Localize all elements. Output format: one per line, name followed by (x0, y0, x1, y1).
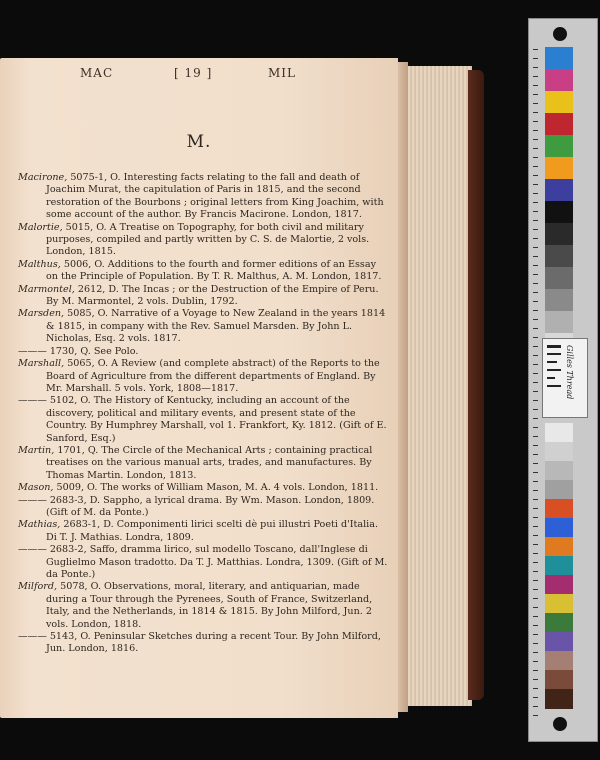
ruler-tick (533, 85, 538, 86)
catalog-entry (18, 222, 388, 259)
catalog-entry (18, 495, 388, 520)
ruler-tick (533, 301, 538, 302)
entry-text: 5078, O. Observations, moral, literary, and antiquarian, made during a Tour through the Pyrenees, South of France, Switzerland, Italy, and the Netherlands, in 1814 & 1815. By John Milford, Jun. 2 vols. London, 1818. (46, 581, 373, 630)
color-swatch (545, 594, 573, 614)
ruler-tick (533, 274, 538, 275)
color-swatch (545, 69, 573, 91)
color-swatch (545, 47, 573, 69)
catalog-entry (18, 346, 388, 358)
ruler-tick (533, 463, 538, 464)
running-header (0, 66, 398, 82)
ruler-tick (533, 238, 538, 239)
color-swatch (545, 556, 573, 576)
ruler-tick (533, 580, 538, 581)
entry-heading: Macirone, (18, 172, 68, 183)
ruler-tick (533, 634, 538, 635)
catalog-entry (18, 519, 388, 544)
ruler-tick (533, 508, 538, 509)
entry-heading: Marsden, (18, 308, 65, 320)
ruler-tick (533, 67, 538, 68)
entry-text: 5006, O. Additions to the fourth and former editions of an Essay on the Principle of Population. By T. R. Malthus, A. M. London, 1817. (46, 258, 382, 283)
catalog-entry (18, 259, 388, 284)
ruler-tick (533, 544, 538, 545)
color-swatch (545, 267, 573, 289)
ruler-tick (533, 229, 538, 230)
ruler-tick (533, 121, 538, 122)
ruler-tick (533, 715, 538, 716)
ruler-tick (533, 202, 538, 203)
ruler-tick (533, 490, 538, 491)
ruler-tick (533, 265, 538, 266)
page-number: [ 19 ] (174, 66, 213, 80)
color-swatch (545, 499, 573, 519)
ruler-tick (533, 481, 538, 482)
entry-heading: ——— (18, 544, 47, 556)
ruler-tick (533, 445, 538, 446)
entry-heading: Mathias, (18, 519, 61, 531)
entry-heading: Malthus, (18, 258, 61, 270)
ruler-tick (533, 526, 538, 527)
color-swatch (545, 518, 573, 538)
header-left: MAC (80, 66, 114, 80)
color-swatch (545, 423, 573, 443)
ruler-tick (533, 364, 538, 365)
color-swatch (545, 575, 573, 595)
color-swatch (545, 442, 573, 462)
entry-heading: Malortie, (18, 221, 63, 233)
ruler-tick (533, 418, 538, 419)
ruler-tick (533, 256, 538, 257)
entry-heading: Mason, (18, 482, 54, 494)
hole-top (553, 27, 567, 41)
insert-label: Gilles Thread (565, 345, 574, 400)
color-swatch (545, 480, 573, 500)
ruler-tick (533, 310, 538, 311)
ruler-tick (533, 652, 538, 653)
ruler-tick (533, 355, 538, 356)
entry-heading: ——— (18, 631, 47, 643)
ruler-tick (533, 382, 538, 383)
ruler-tick (533, 427, 538, 428)
ruler-tick (533, 436, 538, 437)
color-swatch (545, 632, 573, 652)
ruler-tick (533, 688, 538, 689)
entry-text: 1701, Q. The Circle of the Mechanical Arts ; containing practical treatises on the various manual arts, trades, and manufactures. By Thomas Martin. London, 1813. (46, 444, 373, 481)
catalog-entry (18, 482, 388, 494)
entry-text: 5009, O. The works of William Mason, M. A. 4 vols. London, 1811. (53, 482, 379, 494)
entry-text: 2683-1, D. Componimenti lirici scelti dè pui illustri Poeti d'Italia. Di T. J. Mathias. Londra, 1809. (46, 519, 379, 543)
ruler-tick (533, 661, 538, 662)
page-leaves (408, 66, 472, 706)
catalog-entry (18, 172, 388, 222)
entry-heading: ——— (18, 395, 47, 407)
ruler-tick (533, 607, 538, 608)
ruler-tick (533, 409, 538, 410)
ruler-tick (533, 184, 538, 185)
color-swatch (545, 179, 573, 201)
entry-heading: ——— (18, 494, 47, 506)
entry-text: 5065, O. A Review (and complete abstract) of the Reports to the Board of Agriculture from the different departments of England. By Mr. Marshall. 5 vols. York, 1808—1817. (46, 358, 380, 394)
ruler-tick (533, 499, 538, 500)
section-letter: M. (186, 132, 212, 152)
catalog-entry (18, 308, 388, 345)
ruler-tick (533, 472, 538, 473)
ruler-tick (533, 175, 538, 176)
ruler-tick (533, 346, 538, 347)
color-swatch (545, 689, 573, 709)
catalog-entry (18, 284, 388, 309)
ruler-tick (533, 643, 538, 644)
ruler-tick (533, 598, 538, 599)
book-cover-edge (468, 70, 484, 700)
ruler-tick (533, 211, 538, 212)
ruler-tick (533, 706, 538, 707)
ruler-tick (533, 373, 538, 374)
ruler-tick (533, 247, 538, 248)
entry-text: 5085, O. Narrative of a Voyage to New Zealand in the years 1814 & 1815, in company with the Rev. Samuel Marsden. By John L. Nicholas, Esq. 2 vols. 1817. (46, 308, 386, 345)
ruler-tick (533, 337, 538, 338)
entry-text: 2683-3, D. Sappho, a lyrical drama. By Wm. Mason. London, 1809. (Gift of M. da Ponte.) (46, 494, 375, 518)
page-edge-shadow (398, 62, 408, 712)
color-swatch (545, 157, 573, 179)
entry-text: 5102, O. The History of Kentucky, including an account of the discovery, political and military events, and present state of the Country. By Humphrey Marshall, vol 1. Frankfort, Ky. 1812. (Gift of E. Sanford, Esq.) (46, 395, 387, 444)
entry-heading: Marmontel, (18, 283, 75, 295)
color-swatch (545, 651, 573, 671)
ruler-tick (533, 625, 538, 626)
ruler-tick (533, 193, 538, 194)
entry-text: 5143, O. Peninsular Sketches during a recent Tour. By John Milford, Jun. London, 1816. (46, 631, 381, 655)
ruler-tick (533, 292, 538, 293)
color-swatch (545, 245, 573, 267)
ruler-tick (533, 58, 538, 59)
ruler-tick (533, 517, 538, 518)
entry-heading: Martin, (18, 444, 55, 456)
entry-text: 1730, Q. See Polo. (46, 345, 139, 357)
catalog-entry (18, 631, 388, 656)
color-swatch (545, 223, 573, 245)
color-swatch (545, 113, 573, 135)
header-right: MIL (268, 66, 296, 80)
color-swatch (545, 201, 573, 223)
ruler-tick (533, 562, 538, 563)
ruler-tick (533, 157, 538, 158)
ruler-tick (533, 679, 538, 680)
entry-text: 5075-1, O. Interesting facts relating to the fall and death of Joachim Murat, the capitulation of Paris in 1815, and the second restoration of the Bourbons ; original letters from King Joachim, with some account of the author. By Francis Macirone. London, 1817. (46, 172, 384, 221)
ruler-tick (533, 130, 538, 131)
ruler-tick (533, 400, 538, 401)
catalog-entry (18, 581, 388, 631)
ruler-tick (533, 589, 538, 590)
catalog-entry (18, 544, 388, 581)
ruler-tick (533, 697, 538, 698)
entry-heading: ——— (18, 345, 47, 357)
color-swatch (545, 537, 573, 557)
catalog-entries (18, 172, 388, 656)
ruler-tick (533, 148, 538, 149)
thread-label-insert (542, 338, 588, 418)
ruler-tick (533, 283, 538, 284)
ruler-tick (533, 112, 538, 113)
ruler-tick (533, 49, 538, 50)
ruler-tick (533, 103, 538, 104)
color-swatch (545, 311, 573, 333)
ruler-tick (533, 76, 538, 77)
color-swatch (545, 613, 573, 633)
entry-heading: Marshall, (18, 358, 65, 370)
ruler-tick (533, 553, 538, 554)
color-swatch (545, 135, 573, 157)
ruler-tick (533, 454, 538, 455)
entry-heading: Milford, (18, 581, 58, 593)
ruler-tick (533, 139, 538, 140)
color-swatch (545, 461, 573, 481)
ruler-tick (533, 166, 538, 167)
catalog-entry (18, 358, 388, 395)
ruler-tick (533, 220, 538, 221)
ruler-tick (533, 94, 538, 95)
entry-text: 2612, D. The Incas ; or the Destruction of the Empire of Peru. By M. Marmontel, 2 vols. Dublin, 1792. (46, 283, 379, 308)
color-swatch (545, 289, 573, 311)
catalog-entry (18, 395, 388, 445)
color-swatch (545, 91, 573, 113)
hole-bottom (553, 717, 567, 731)
color-swatch (545, 670, 573, 690)
ruler-tick (533, 571, 538, 572)
ruler-tick (533, 319, 538, 320)
ruler-tick (533, 616, 538, 617)
ruler-tick (533, 391, 538, 392)
entry-text: 5015, O. A Treatise on Topography, for both civil and military purposes, compiled and partly written by C. S. de Malortie, 2 vols. London, 1815. (46, 221, 370, 258)
catalog-entry (18, 445, 388, 482)
ruler-tick (533, 328, 538, 329)
ruler-tick (533, 670, 538, 671)
ruler-tick (533, 535, 538, 536)
entry-text: 2683-2, Saffo, dramma lirico, sul modello Toscano, dall'Inglese di Guglielmo Mason tradotto. Da T. J. Matthias. Londra, 1309. (Gift of M. da Ponte.) (46, 544, 388, 580)
